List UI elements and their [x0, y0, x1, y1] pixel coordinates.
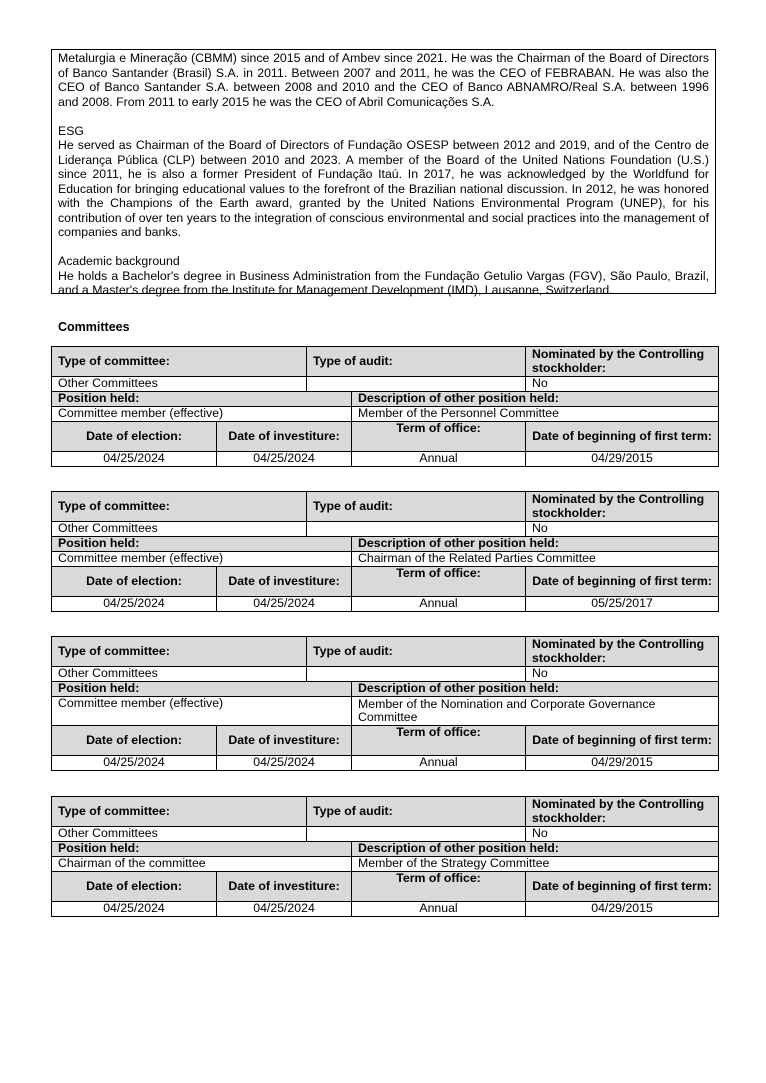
position-held-label: Position held: [52, 537, 352, 552]
description-value: Chairman of the Related Parties Committee [352, 552, 719, 567]
position-held-value: Chairman of the committee [52, 857, 352, 872]
date-of-election-value: 04/25/2024 [52, 597, 217, 612]
date-of-investiture-label: Date of investiture: [217, 872, 352, 902]
date-of-investiture-label: Date of investiture: [217, 567, 352, 597]
audit-type-value [307, 522, 526, 537]
description-value: Member of the Strategy Committee [352, 857, 719, 872]
date-first-term-label: Date of beginning of first term: [526, 872, 719, 902]
term-of-office-value: Annual [352, 452, 526, 467]
term-of-office-label: Term of office: [352, 422, 526, 452]
position-held-label: Position held: [52, 682, 352, 697]
type-of-committee-label: Type of committee: [52, 347, 307, 377]
position-held-label: Position held: [52, 392, 352, 407]
date-of-election-label: Date of election: [52, 872, 217, 902]
audit-type-value [307, 377, 526, 392]
description-other-label: Description of other position held: [352, 392, 719, 407]
esg-title: ESG [58, 123, 84, 138]
date-of-election-value: 04/25/2024 [52, 756, 217, 771]
term-of-office-value: Annual [352, 597, 526, 612]
term-of-office-value: Annual [352, 756, 526, 771]
description-value: Member of the Nomination and Corporate Governance Committee [352, 697, 719, 726]
date-first-term-label: Date of beginning of first term: [526, 422, 719, 452]
term-of-office-value: Annual [352, 902, 526, 917]
date-of-election-value: 04/25/2024 [52, 452, 217, 467]
date-of-election-label: Date of election: [52, 422, 217, 452]
date-first-term-value: 04/29/2015 [526, 756, 719, 771]
committee-type-value: Other Committees [52, 667, 307, 682]
biography-box [51, 49, 716, 297]
term-of-office-label: Term of office: [352, 567, 526, 597]
date-of-investiture-label: Date of investiture: [217, 726, 352, 756]
academic-text: He holds a Bachelor's degree in Business Administration from the Fundação Getulio Vargas (FGV), São Paulo, Brazil, and a Master's degree from the Institute for Management Development (IMD), Lausanne, Switzerland. [58, 268, 709, 297]
date-of-investiture-value: 04/25/2024 [217, 597, 352, 612]
date-of-investiture-label: Date of investiture: [217, 422, 352, 452]
nominated-value: No [526, 377, 719, 392]
nominated-label: Nominated by the Controlling stockholder: [526, 492, 719, 522]
date-of-election-value: 04/25/2024 [52, 902, 217, 917]
date-first-term-value: 04/29/2015 [526, 452, 719, 467]
description-other-label: Description of other position held: [352, 842, 719, 857]
date-of-investiture-value: 04/25/2024 [217, 452, 352, 467]
committee-table [51, 636, 719, 771]
description-value: Member of the Personnel Committee [352, 407, 719, 422]
committee-type-value: Other Committees [52, 377, 307, 392]
position-held-value: Committee member (effective) [52, 552, 352, 567]
nominated-label: Nominated by the Controlling stockholder: [526, 797, 719, 827]
date-first-term-value: 05/25/2017 [526, 597, 719, 612]
committee-table [51, 491, 719, 612]
nominated-value: No [526, 667, 719, 682]
type-of-audit-label: Type of audit: [307, 492, 526, 522]
description-other-label: Description of other position held: [352, 537, 719, 552]
esg-text: He served as Chairman of the Board of Directors of Fundação OSESP between 2012 and 2019, and of the Centro de Liderança Pública (CLP) between 2010 and 2023. A member of the Board of the United Nations Foundation (U.S.) since 2011, he is also a former President of Fundação Itaú. In 2017, he was acknowledged by the Worldfund for Education for bringing educational values to the forefront of the Brazilian national discussion. In 2012, he was honored with the Champions of the Earth award, granted by the United Nations Environmental Program (UNEP), for his contribution of over ten years to the integration of conscious environmental and social practices into the management of companies and banks. [58, 138, 709, 239]
type-of-audit-label: Type of audit: [307, 347, 526, 377]
academic-title: Academic background [58, 254, 180, 268]
committee-table [51, 796, 719, 917]
type-of-committee-label: Type of committee: [52, 492, 307, 522]
type-of-committee-label: Type of committee: [52, 637, 307, 667]
date-first-term-value: 04/29/2015 [526, 902, 719, 917]
committees-heading: Committees [58, 320, 130, 334]
term-of-office-label: Term of office: [352, 726, 526, 756]
committee-table [51, 346, 719, 467]
committee-type-value: Other Committees [52, 827, 307, 842]
term-of-office-label: Term of office: [352, 872, 526, 902]
bio-paragraph: Metalurgia e Mineração (CBMM) since 2015 and of Ambev since 2021. He was the Chairman of the Board of Directors of Banco Santander (Brasil) S.A. in 2011. Between 2007 and 2011, he was the CEO of FEBRABAN. He was also the CEO of Banco Santander S.A. between 2008 and 2010 and the CEO of Banco ABNAMRO/Real S.A. between 1996 and 2008. From 2011 to early 2015 he was the CEO of Abril Comunicações S.A. [58, 51, 709, 109]
audit-type-value [307, 667, 526, 682]
type-of-audit-label: Type of audit: [307, 637, 526, 667]
type-of-committee-label: Type of committee: [52, 797, 307, 827]
nominated-label: Nominated by the Controlling stockholder: [526, 637, 719, 667]
audit-type-value [307, 827, 526, 842]
date-of-investiture-value: 04/25/2024 [217, 756, 352, 771]
position-held-value: Committee member (effective) [52, 407, 352, 422]
date-of-election-label: Date of election: [52, 726, 217, 756]
nominated-label: Nominated by the Controlling stockholder: [526, 347, 719, 377]
committee-type-value: Other Committees [52, 522, 307, 537]
nominated-value: No [526, 522, 719, 537]
position-held-value: Committee member (effective) [52, 697, 352, 726]
date-first-term-label: Date of beginning of first term: [526, 726, 719, 756]
position-held-label: Position held: [52, 842, 352, 857]
type-of-audit-label: Type of audit: [307, 797, 526, 827]
nominated-value: No [526, 827, 719, 842]
description-other-label: Description of other position held: [352, 682, 719, 697]
date-first-term-label: Date of beginning of first term: [526, 567, 719, 597]
date-of-investiture-value: 04/25/2024 [217, 902, 352, 917]
date-of-election-label: Date of election: [52, 567, 217, 597]
